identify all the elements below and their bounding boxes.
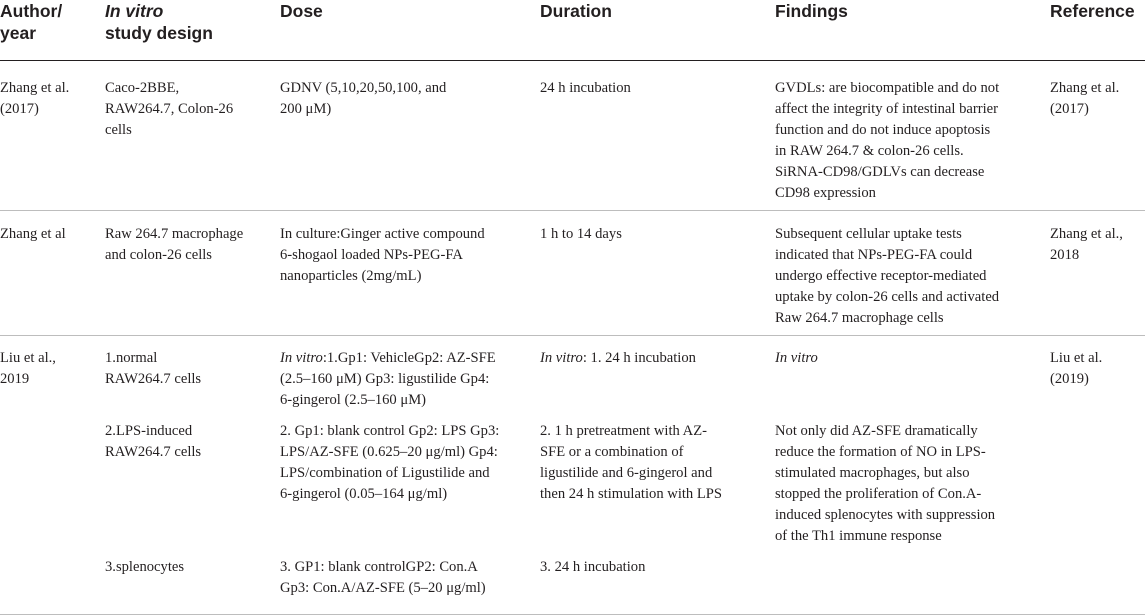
row3-sub1-dose-rest: :1.Gp1: VehicleGp2: AZ-SFE (2.5–160 μM) Gp3: ligustilide Gp4: 6-gingerol (2.5–160 μM) (280, 350, 496, 408)
row3-sub2-findings: Not only did AZ-SFE dramatically reduce the formation of NO in LPS- stimulated macrophages, but also stopped the proliferation of Con.A- induced splenocytes with suppression of the Th1 immune response (775, 423, 996, 544)
table-bottom-rule (0, 614, 1145, 615)
header-duration: Duration (540, 1, 612, 21)
row3-sub1-duration-italic: In vitro (540, 350, 583, 366)
row3-sub1-dose (280, 348, 530, 411)
header-study-design-rest: study design (105, 23, 213, 43)
row3-sub2-design: 2.LPS-induced RAW264.7 cells (105, 423, 202, 460)
row1-author: Zhang et al. (2017) (0, 80, 70, 117)
row2-reference: Zhang et al., 2018 (1050, 226, 1123, 263)
header-dose: Dose (280, 1, 323, 21)
row3-sub2-duration: 2. 1 h pretreatment with AZ- SFE or a combination of ligustilide and 6-gingerol and then 24 h stimulation with LPS (540, 423, 723, 502)
header-divider (0, 60, 1145, 61)
row3-sub1-duration (540, 348, 765, 369)
header-findings: Findings (775, 1, 848, 21)
row3-sub1-dose-italic: In vitro (280, 350, 323, 366)
header-author-year: Author/ year (0, 1, 63, 43)
row1-design: Caco-2BBE, RAW264.7, Colon-26 cells (105, 80, 234, 138)
row3-sub3-duration: 3. 24 h incubation (540, 559, 646, 575)
row3-sub3-design: 3.splenocytes (105, 559, 185, 575)
row3-sub1-design: 1.normal RAW264.7 cells (105, 350, 202, 387)
row3-sub2-dose: 2. Gp1: blank control Gp2: LPS Gp3: LPS/AZ-SFE (0.625–20 μg/ml) Gp4: LPS/combination of Ligustilide and 6-gingerol (0.05–164 μg/ml) (280, 423, 500, 502)
header-study-design (105, 0, 270, 44)
row2-findings: Subsequent cellular uptake tests indicated that NPs-PEG-FA could undergo effective receptor-mediated uptake by colon-26 cells and activated Raw 264.7 macrophage cells (775, 226, 1000, 326)
row3-sub1-findings: In vitro (775, 350, 818, 366)
row3-sub3-dose: 3. GP1: blank controlGP2: Con.A Gp3: Con.A/AZ-SFE (5–20 μg/ml) (280, 559, 486, 596)
row3-sub1-duration-rest: : 1. 24 h incubation (582, 350, 696, 366)
row1-reference: Zhang et al. (2017) (1050, 80, 1120, 117)
row2-design: Raw 264.7 macrophage and colon-26 cells (105, 226, 244, 263)
row2-author: Zhang et al (0, 226, 66, 242)
row2-dose: In culture:Ginger active compound 6-shogaol loaded NPs-PEG-FA nanoparticles (2mg/mL) (280, 226, 485, 284)
header-reference: Reference (1050, 1, 1135, 21)
row1-divider (0, 210, 1145, 211)
row2-divider (0, 335, 1145, 336)
row2-duration: 1 h to 14 days (540, 226, 622, 242)
row1-dose: GDNV (5,10,20,50,100, and 200 μM) (280, 80, 447, 117)
row1-duration: 24 h incubation (540, 80, 631, 96)
row3-author: Liu et al., 2019 (0, 350, 56, 387)
header-study-design-italic: In vitro (105, 1, 164, 21)
row3-reference: Liu et al. (2019) (1050, 350, 1103, 387)
row1-findings: GVDLs: are biocompatible and do not affect the integrity of intestinal barrier function and do not induce apoptosis in RAW 264.7 & colon-26 cells. SiRNA-CD98/GDLVs can decrease CD98 expression (775, 80, 1000, 201)
